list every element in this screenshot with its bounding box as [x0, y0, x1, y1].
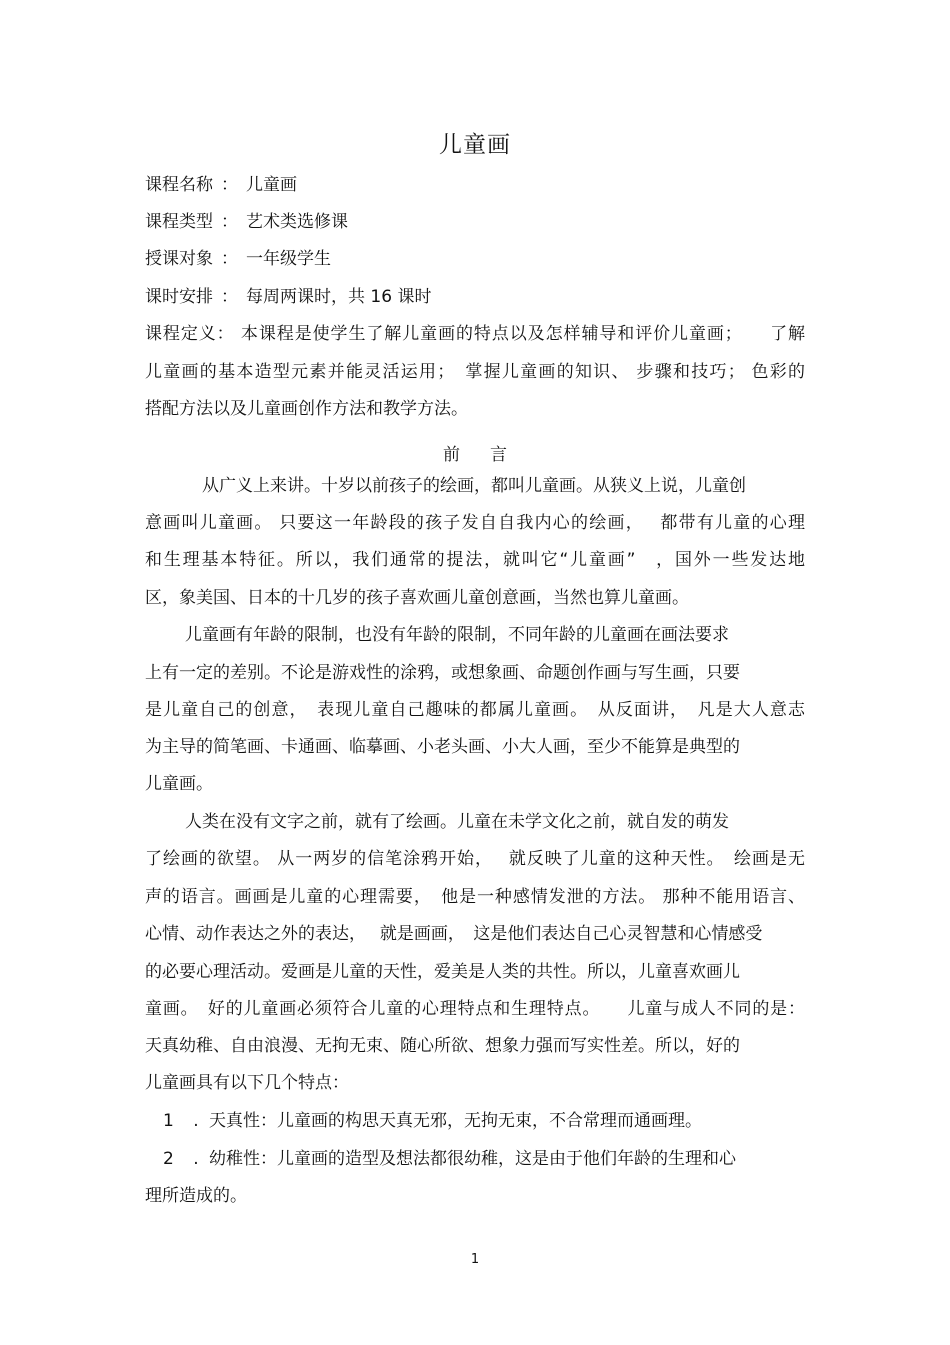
- list-item-number: 1: [163, 1111, 174, 1131]
- preface-heading-left: 前: [443, 445, 460, 465]
- paragraph-line: 从广义上来讲。十岁以前孩子的绘画，都叫儿童画。从狭义上说，儿童创: [185, 476, 746, 496]
- info-label: 课程名称: [145, 175, 213, 195]
- paragraph-line: 童画。 好的儿童画必须符合儿童的心理特点和生理特点。 儿童与成人不同的是：: [145, 999, 805, 1019]
- definition-line: 儿童画的基本造型元素并能灵活运用； 掌握儿童画的知识、 步骤和技巧； 色彩的: [145, 362, 805, 382]
- list-item-continuation: 理所造成的。: [145, 1186, 247, 1206]
- info-value: 儿童画: [246, 175, 297, 195]
- info-schedule: [145, 286, 431, 308]
- paragraph-line: 意画叫儿童画。 只要这一年龄段的孩子发自自我内心的绘画， 都带有儿童的心理: [145, 513, 805, 533]
- info-separator: ：: [221, 287, 238, 307]
- info-course-name: [145, 174, 297, 196]
- info-label: 课程类型: [145, 212, 213, 232]
- paragraph-line: 人类在没有文字之前，就有了绘画。儿童在未学文化之前，就自发的萌发: [185, 812, 729, 832]
- paragraph-line: 为主导的简笔画、卡通画、临摹画、小老头画、小大人画，至少不能算是典型的: [145, 737, 740, 757]
- page-number: 1: [470, 1252, 480, 1267]
- info-value: 一年级学生: [246, 249, 331, 269]
- list-item: [163, 1110, 702, 1132]
- paragraph-line: 了绘画的欲望。 从一两岁的信笔涂鸦开始， 就反映了儿童的这种天性。 绘画是无: [145, 849, 805, 869]
- info-separator: ：: [221, 212, 238, 232]
- paragraph-line: 天真幼稚、自由浪漫、无拘无束、随心所欲、想象力强而写实性差。所以，好的: [145, 1036, 740, 1056]
- paragraph-line: 儿童画。: [145, 774, 213, 794]
- paragraph-line: 区，象美国、日本的十几岁的孩子喜欢画儿童创意画，当然也算儿童画。: [145, 588, 689, 608]
- list-item-text: 幼稚性：儿童画的造型及想法都很幼稚，这是由于他们年龄的生理和心: [209, 1149, 736, 1169]
- list-item-number: 2: [163, 1149, 174, 1169]
- list-item-text: 天真性：儿童画的构思天真无邪，无拘无束，不合常理而通画理。: [209, 1111, 702, 1131]
- paragraph-line: 心情、动作表达之外的表达， 就是画画， 这是他们表达自己心灵智慧和心情感受: [145, 924, 763, 944]
- info-audience: [145, 248, 331, 270]
- info-value: 每周两课时，共 16 课时: [246, 287, 432, 307]
- info-label: 课时安排: [145, 287, 213, 307]
- definition-line: 课程定义： 本课程是使学生了解儿童画的特点以及怎样辅导和评价儿童画； 了解: [145, 324, 805, 344]
- definition-line: 搭配方法以及儿童画创作方法和教学方法。: [145, 399, 468, 419]
- list-item-dot: .: [193, 1149, 199, 1169]
- paragraph-line: 儿童画有年龄的限制，也没有年龄的限制，不同年龄的儿童画在画法要求: [185, 625, 729, 645]
- paragraph-line: 上有一定的差别。不论是游戏性的涂鸦，或想象画、命题创作画与写生画，只要: [145, 663, 740, 683]
- list-item: [163, 1148, 736, 1170]
- info-value: 艺术类选修课: [246, 212, 348, 232]
- paragraph-line: 声的语言。画画是儿童的心理需要， 他是一种感情发泄的方法。 那种不能用语言、: [145, 887, 805, 907]
- preface-heading: [0, 440, 950, 465]
- info-separator: ：: [221, 175, 238, 195]
- paragraph-line: 和生理基本特征。所以，我们通常的提法，就叫它“儿童画” ，国外一些发达地: [145, 550, 805, 570]
- list-item-dot: .: [193, 1111, 199, 1131]
- info-label: 授课对象: [145, 249, 213, 269]
- paragraph-line: 儿童画具有以下几个特点：: [145, 1073, 349, 1093]
- paragraph-line: 的必要心理活动。爱画是儿童的天性，爱美是人类的共性。所以，儿童喜欢画儿: [145, 962, 740, 982]
- info-course-type: [145, 211, 348, 233]
- document-title: 儿童画: [439, 132, 511, 158]
- info-separator: ：: [221, 249, 238, 269]
- preface-heading-right: 言: [490, 445, 507, 465]
- paragraph-line: 是儿童自己的创意， 表现儿童自己趣味的都属儿童画。 从反面讲， 凡是大人意志: [145, 700, 805, 720]
